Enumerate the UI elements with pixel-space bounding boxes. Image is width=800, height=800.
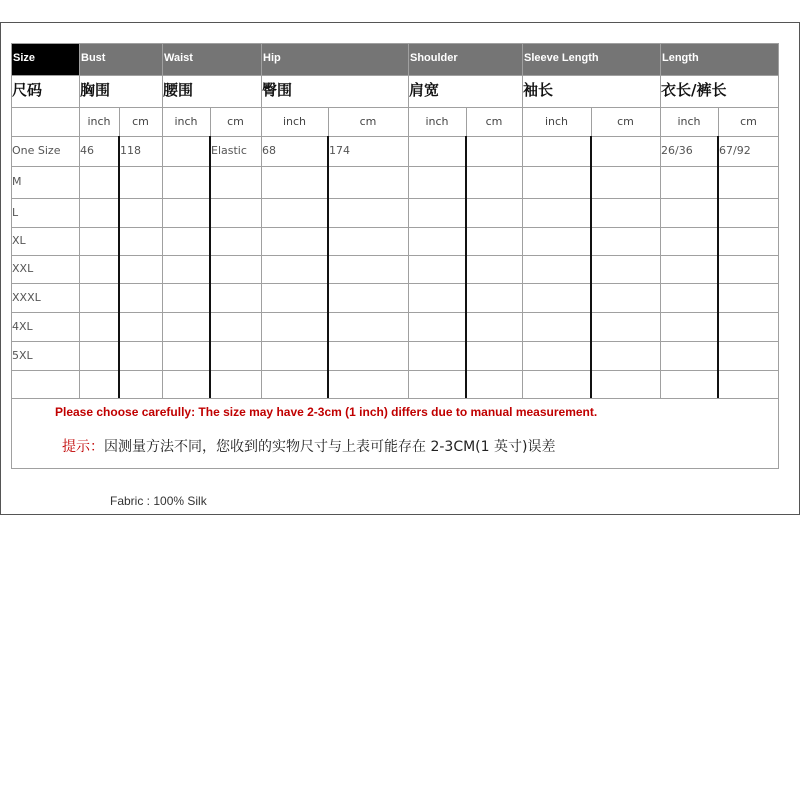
grid-line-horizontal bbox=[11, 198, 779, 199]
grid-line-horizontal bbox=[11, 341, 779, 342]
size-row-label: 5XL bbox=[12, 349, 33, 362]
size-cell-value: 68 bbox=[262, 144, 276, 157]
unit-label: inch bbox=[425, 115, 449, 128]
size-row-label: XXXL bbox=[12, 291, 41, 304]
grid-line-vertical bbox=[718, 107, 719, 136]
header-label-en: Waist bbox=[164, 52, 193, 64]
grid-line-horizontal bbox=[11, 107, 779, 108]
size-row-label: L bbox=[12, 206, 19, 219]
header-label-en: Sleeve Length bbox=[524, 52, 599, 64]
size-row-label: XL bbox=[12, 234, 26, 247]
grid-line-thick bbox=[118, 136, 120, 398]
grid-line-vertical bbox=[328, 107, 329, 136]
note-chinese-body: 因测量方法不同，您收到的实物尺寸与上表可能存在 2-3CM(1 英寸)误差 bbox=[104, 439, 556, 455]
grid-line-horizontal bbox=[11, 255, 779, 256]
grid-line-vertical bbox=[591, 107, 592, 136]
grid-line-vertical bbox=[119, 107, 120, 136]
grid-line-vertical bbox=[778, 43, 779, 468]
grid-line-horizontal bbox=[11, 398, 779, 399]
size-row-label: XXL bbox=[12, 262, 34, 275]
grid-line-vertical bbox=[79, 43, 80, 398]
grid-line-horizontal bbox=[11, 75, 779, 76]
unit-label: cm bbox=[485, 115, 503, 128]
header-label-zh: 尺码 bbox=[12, 81, 43, 99]
header-label-en: Size bbox=[13, 52, 36, 64]
header-label-en: Shoulder bbox=[410, 52, 458, 64]
grid-line-thick bbox=[327, 136, 329, 398]
size-row-label: M bbox=[12, 175, 22, 188]
size-cell-value: Elastic bbox=[211, 144, 247, 157]
header-label-en: Hip bbox=[263, 52, 281, 64]
grid-line-horizontal bbox=[11, 136, 779, 137]
note-chinese-lead: 提示： bbox=[62, 439, 104, 455]
size-cell-value: 46 bbox=[80, 144, 94, 157]
grid-line-thick bbox=[717, 136, 719, 398]
header-label-zh: 臀围 bbox=[262, 81, 293, 99]
grid-line-vertical bbox=[11, 43, 12, 468]
grid-line-vertical bbox=[210, 107, 211, 136]
grid-line-horizontal bbox=[11, 43, 779, 44]
size-cell-value: 67/92 bbox=[719, 144, 751, 157]
measurement-note-english: Please choose carefully: The size may have 2-3cm (1 inch) differs due to manual measurement. bbox=[55, 405, 598, 419]
unit-label: cm bbox=[227, 115, 244, 128]
header-label-zh: 腰围 bbox=[163, 81, 194, 99]
header-label-zh: 衣长/裤长 bbox=[661, 81, 727, 99]
measurement-note-chinese bbox=[62, 436, 555, 456]
unit-label: inch bbox=[677, 115, 701, 128]
grid-line-vertical bbox=[261, 43, 262, 398]
header-label-en: Length bbox=[662, 52, 699, 64]
grid-line-thick bbox=[590, 136, 592, 398]
size-row-label: 4XL bbox=[12, 320, 33, 333]
grid-line-vertical bbox=[408, 43, 409, 398]
grid-line-horizontal bbox=[11, 283, 779, 284]
unit-label: inch bbox=[87, 115, 111, 128]
header-label-zh: 肩宽 bbox=[409, 81, 440, 99]
unit-label: inch bbox=[282, 115, 307, 128]
grid-line-vertical bbox=[522, 43, 523, 398]
header-label-en: Bust bbox=[81, 52, 106, 64]
grid-line-vertical bbox=[162, 43, 163, 398]
size-cell-value: 174 bbox=[329, 144, 350, 157]
unit-label: cm bbox=[740, 115, 757, 128]
size-cell-value: 26/36 bbox=[661, 144, 693, 157]
grid-line-horizontal bbox=[11, 166, 779, 167]
grid-line-vertical bbox=[466, 107, 467, 136]
unit-label: cm bbox=[359, 115, 377, 128]
size-cell-value: 118 bbox=[120, 144, 141, 157]
unit-label: cm bbox=[617, 115, 634, 128]
header-label-zh: 袖长 bbox=[523, 81, 554, 99]
unit-label: cm bbox=[132, 115, 149, 128]
grid-line-horizontal bbox=[11, 227, 779, 228]
grid-line-vertical bbox=[660, 43, 661, 398]
size-row-label: One Size bbox=[12, 144, 61, 157]
unit-label: inch bbox=[544, 115, 569, 128]
grid-line-horizontal bbox=[11, 312, 779, 313]
unit-label: inch bbox=[174, 115, 198, 128]
grid-line-horizontal bbox=[11, 468, 779, 469]
grid-line-horizontal bbox=[11, 370, 779, 371]
grid-line-thick bbox=[465, 136, 467, 398]
grid-line-thick bbox=[209, 136, 211, 398]
header-label-zh: 胸围 bbox=[80, 81, 111, 99]
fabric-label: Fabric : 100% Silk bbox=[110, 494, 207, 508]
